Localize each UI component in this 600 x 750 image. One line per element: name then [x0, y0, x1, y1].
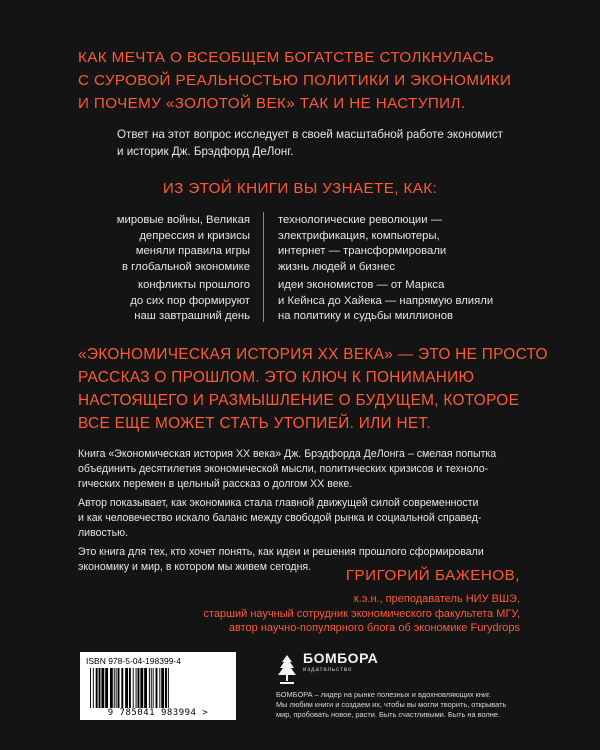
headline	[78, 46, 538, 115]
barcode-bar	[105, 668, 108, 708]
learn-item-line: технологические революции —	[278, 214, 442, 226]
paragraph-line: Автор показывает, как экономика стала главной движущей силой современности	[78, 497, 479, 509]
headline-line: С СУРОВОЙ РЕАЛЬНОСТЬЮ ПОЛИТИКИ И ЭКОНОМИКИ	[78, 72, 512, 89]
barcode-bar	[140, 668, 143, 708]
learn-item-line: жизнь людей и бизнес	[278, 260, 396, 273]
learn-item-left-1	[80, 213, 250, 275]
bombora-logo-icon	[276, 654, 298, 686]
barcode-bar	[165, 668, 167, 708]
learn-item-right-2	[278, 278, 528, 325]
learn-item-line: до сих пор формируют	[130, 294, 250, 307]
author-name: ГРИГОРИЙ БАЖЕНОВ,	[345, 567, 520, 584]
quote-line: ВСЕ ЕЩЕ МОЖЕТ СТАТЬ УТОПИЕЙ. ИЛИ НЕТ.	[78, 415, 431, 432]
learn-item-line: интернет — трансформировали	[278, 245, 447, 257]
barcode-bar	[156, 668, 158, 708]
headline-line: КАК МЕЧТА О ВСЕОБЩЕМ БОГАТСТВЕ СТОЛКНУЛАСЬ	[78, 49, 495, 66]
barcode-bar	[138, 668, 140, 708]
learn-item-line: наш завтрашний день	[134, 310, 250, 322]
author-credits	[130, 592, 520, 636]
quote	[78, 343, 558, 435]
barcode-bar	[93, 668, 94, 708]
barcode-bar	[116, 668, 117, 708]
barcode-bar	[121, 668, 123, 708]
barcode-bar	[99, 668, 101, 708]
learn-item-left-2	[80, 278, 250, 325]
author-credit-line: старший научный сотрудник экономического факультета МГУ,	[203, 607, 520, 620]
learn-item-line: мировые войны, Великая	[116, 214, 250, 226]
barcode-bars	[90, 668, 226, 708]
barcode-bar	[133, 668, 134, 708]
barcode-bar	[168, 668, 169, 708]
barcode-bar	[96, 668, 98, 708]
paragraph-line: гических перемен в цельный рассказ о долгом XX веке.	[78, 478, 353, 490]
paragraph-line: ливостью.	[78, 527, 129, 539]
paragraph-line: экономику и мир, в котором мы живем сегодня.	[78, 561, 312, 573]
barcode-bar	[129, 668, 131, 708]
tagline-line: Мы любим книги и создаем их, чтобы вы могли творить, открывать	[276, 700, 507, 710]
barcode-bar	[149, 668, 150, 708]
publisher-subtitle: издательство	[303, 667, 353, 673]
paragraph-line: Это книга для тех, кто хочет понять, как идеи и решения прошлого сформировали	[78, 546, 484, 558]
paragraph-line: объединить десятилетия экономической мысли, политических кризисов и техноло-	[78, 463, 489, 475]
barcode-bar	[125, 668, 128, 708]
quote-line: НАСТОЯЩЕГО И РАЗМЫШЛЕНИЕ О БУДУЩЕМ, КОТОРОЕ	[78, 392, 520, 409]
tagline-line: мир, пробовать новое, расти. Быть счастливыми. Быть на волне.	[276, 710, 500, 720]
barcode	[80, 652, 236, 720]
author-credit-line: автор научно-популярного блога об экономике Furydrops	[228, 622, 520, 634]
quote-line: «ЭКОНОМИЧЕСКАЯ ИСТОРИЯ XX ВЕКА» — ЭТО НЕ ПРОСТО	[78, 346, 548, 363]
headline-line: И ПОЧЕМУ «ЗОЛОТОЙ ВЕК» ТАК И НЕ НАСТУПИЛ.	[78, 95, 466, 112]
barcode-bar	[161, 668, 164, 708]
barcode-bar	[101, 668, 104, 708]
publisher-name: БОМБОРА	[303, 650, 379, 666]
tagline-line: БОМБОРА – лидер на рынке полезных и вдохновляющих книг.	[276, 690, 491, 699]
paragraph-2	[78, 496, 538, 541]
barcode-bar	[90, 668, 91, 708]
learn-item-right-1	[278, 213, 528, 275]
barcode-bar	[153, 668, 154, 708]
barcode-bar	[114, 668, 115, 708]
quote-line: РАССКАЗ О ПРОШЛОМ. ЭТО КЛЮЧ К ПОНИМАНИЮ	[78, 369, 475, 386]
author-credit-line: к.э.н., преподаватель НИУ ВШЭ,	[353, 593, 520, 605]
barcode-bar	[118, 668, 120, 708]
barcode-bar	[110, 668, 113, 708]
barcode-bar	[151, 668, 152, 708]
learn-item-line: и Кейнса до Хайека — напрямую влияли	[278, 294, 494, 307]
intro-line: и историк Дж. Брэдфорд ДеЛонг.	[117, 145, 294, 158]
barcode-bar	[136, 668, 137, 708]
learn-item-line: на политику и судьбы миллионов	[278, 310, 454, 322]
learn-title: ИЗ ЭТОЙ КНИГИ ВЫ УЗНАЕТЕ, КАК:	[162, 180, 438, 197]
barcode-bar	[144, 668, 147, 708]
learn-item-line: депрессия и кризисы	[139, 229, 250, 242]
learn-item-line: идеи экономистов — от Маркса	[278, 279, 445, 291]
learn-item-line: в глобальной экономике	[121, 260, 250, 273]
paragraph-1	[78, 447, 538, 492]
learn-item-line: электрификация, компьютеры,	[278, 229, 440, 242]
paragraph-line: и как человечество искало баланс между свободой рынка и социальной справед-	[78, 512, 482, 524]
publisher-tagline	[276, 690, 536, 721]
intro-line: Ответ на этот вопрос исследует в своей масштабной работе экономист	[117, 128, 503, 141]
barcode-digits: 9 785041 983994 >	[107, 708, 209, 718]
isbn-label: ISBN 978-5-04-198399-4	[86, 656, 181, 666]
column-divider	[263, 212, 264, 322]
intro-text	[117, 126, 537, 160]
learn-item-line: конфликты прошлого	[138, 279, 250, 291]
learn-item-line: меняли правила игры	[135, 245, 250, 257]
paragraph-line: Книга «Экономическая история XX века» Дж. Брэдфорда ДеЛонга – смелая попытка	[78, 448, 497, 460]
barcode-bar	[159, 668, 160, 708]
